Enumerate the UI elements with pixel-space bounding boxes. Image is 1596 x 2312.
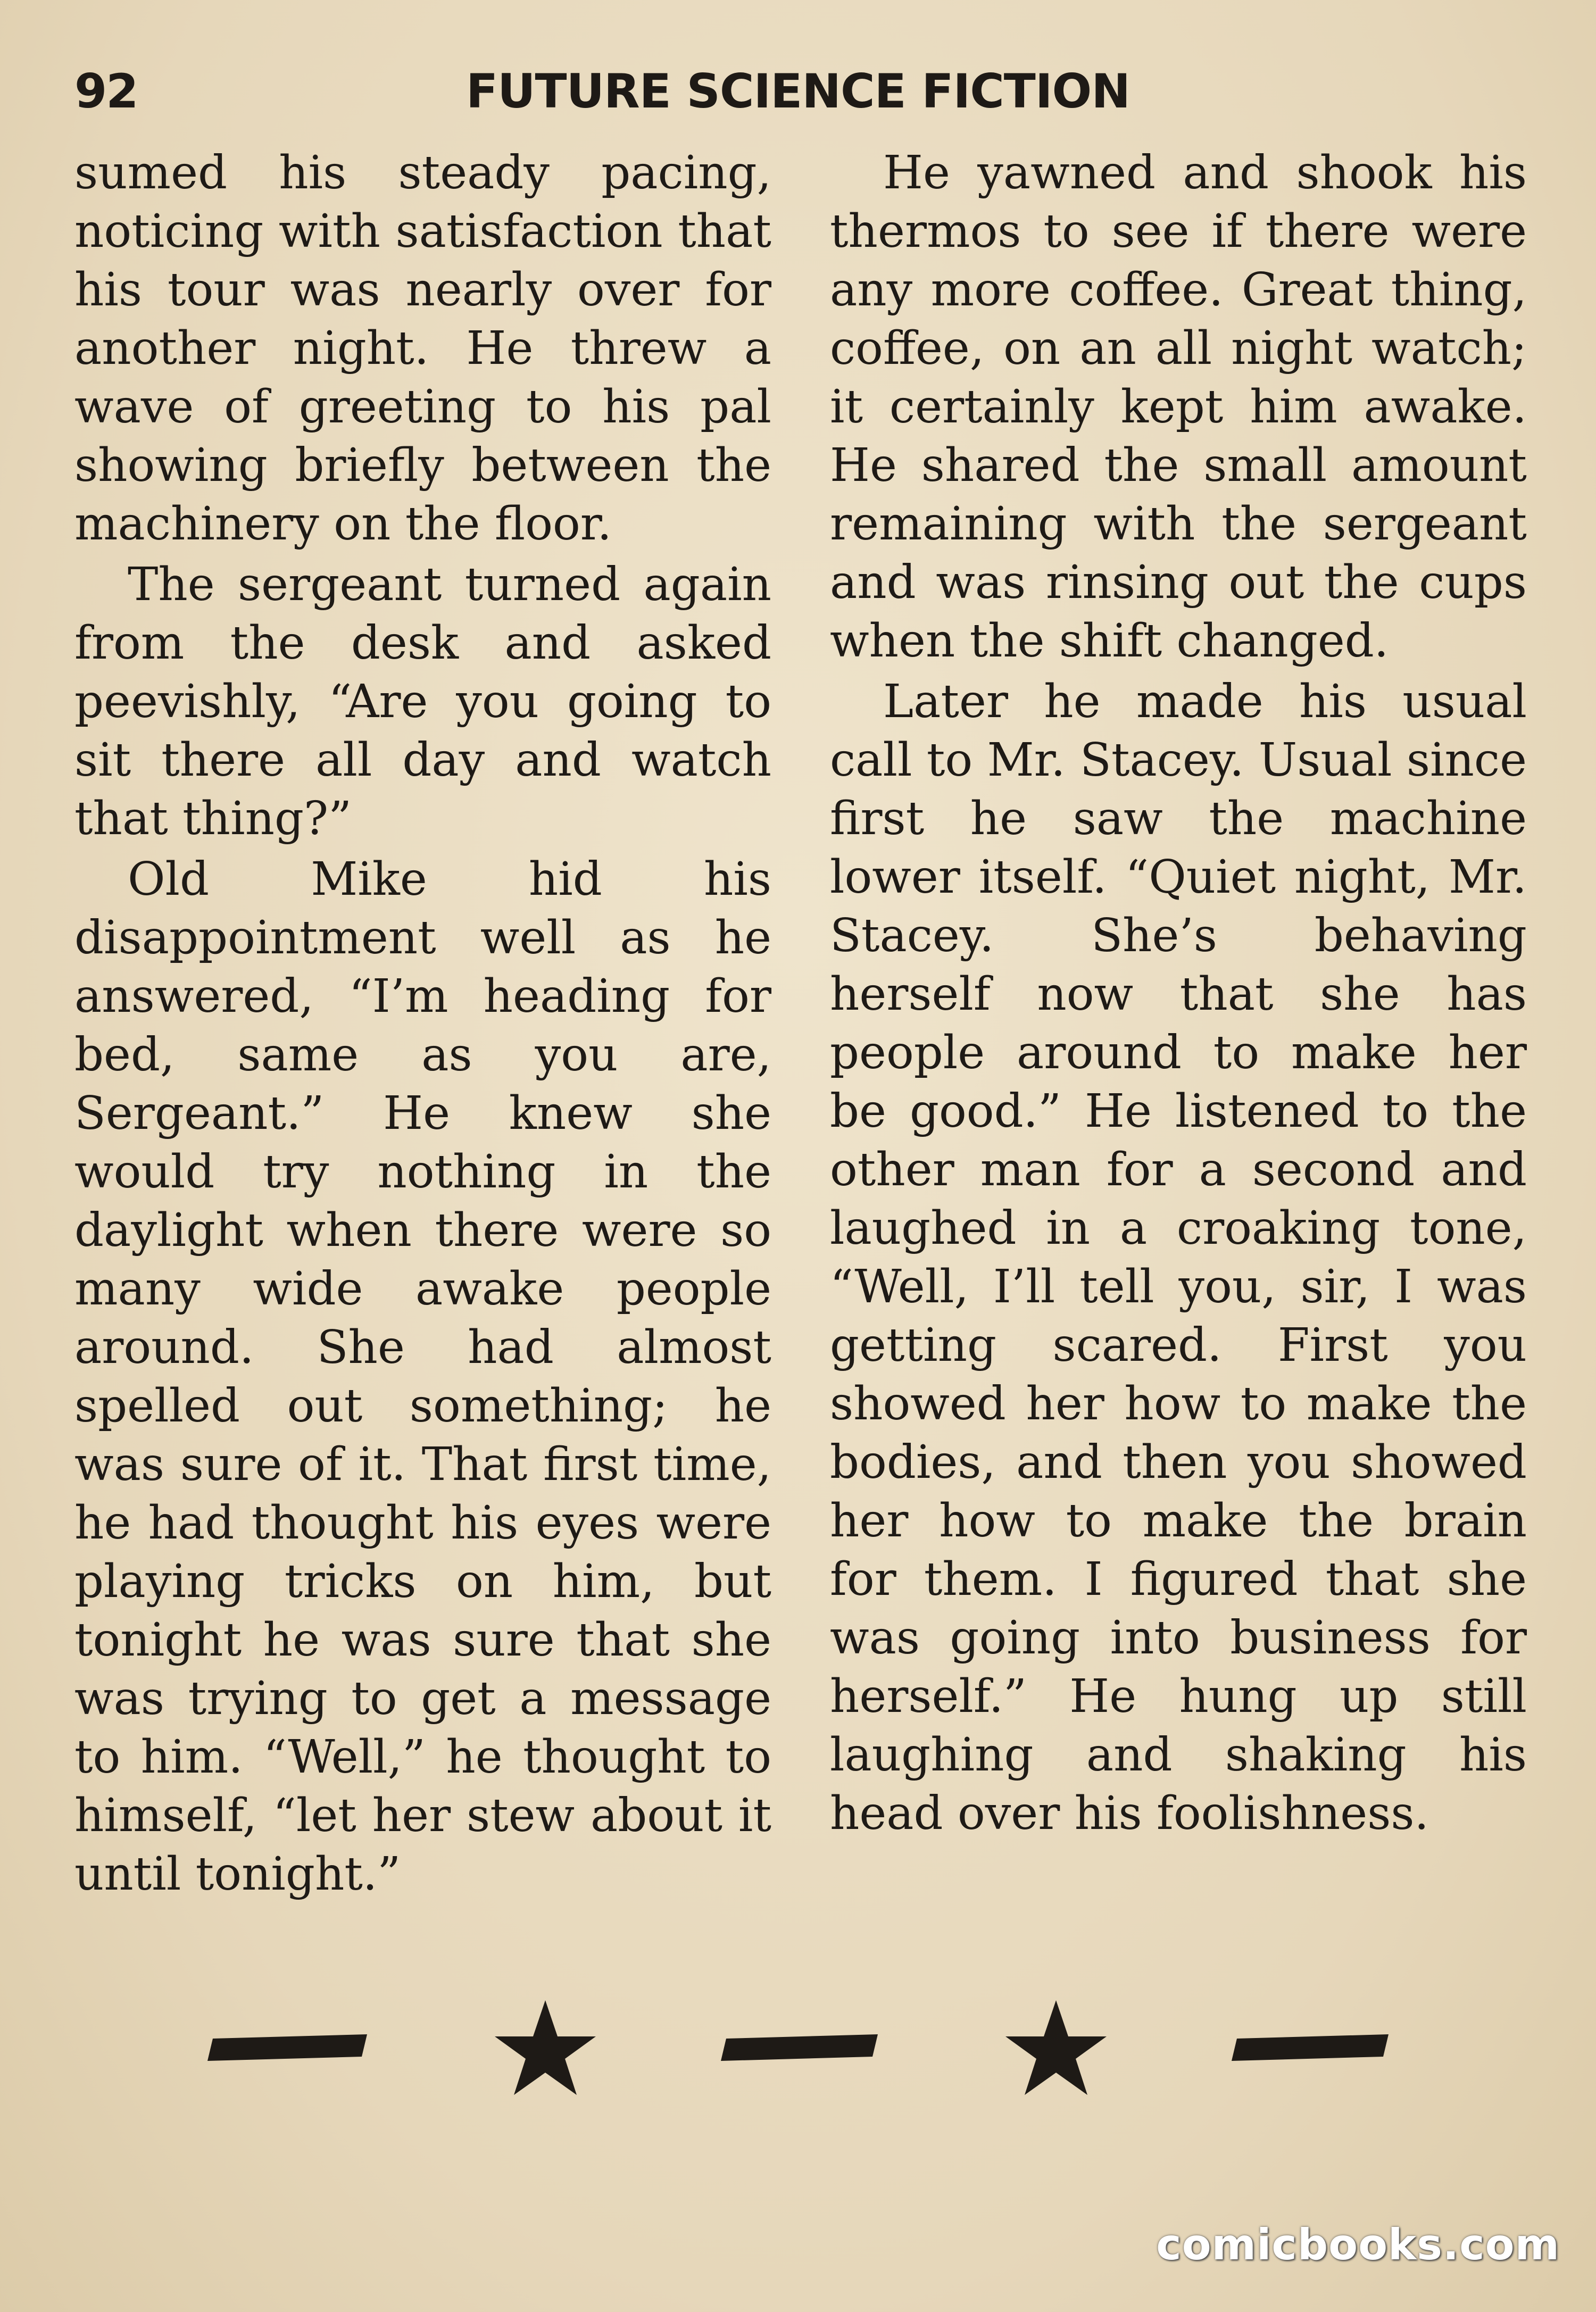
left-paragraph-1: sumed his steady pacing, noticing with satisfaction that his tour was nearly over for another night. He threw a wave of greeting to his pal showing briefly between the machinery on the floor. <box>74 146 771 551</box>
left-paragraph-3: Old Mike hid his disappointment well as he answered, “I’m heading for bed, same as you are, Sergeant.” He knew she would try nothing in the daylight when there were so many wide awake people around. She had almost spelled out something; he was sure of it. That first time, he had thought his eyes were playing tricks on him, but tonight he was sure that she was trying to get a message to him. “Well,” he thought to himself, “let her stew about it until tonight.” <box>74 853 771 1901</box>
page-header <box>74 59 1522 122</box>
star-2-icon <box>1005 2000 1107 2095</box>
page-number: 92 <box>74 64 138 119</box>
left-paragraph-2: The sergeant turned again from the desk and asked peevishly, “Are you going to sit there all day and watch that thing?” <box>74 558 771 845</box>
dash-1 <box>207 2034 367 2061</box>
star-1-icon <box>495 2000 596 2095</box>
dash-2 <box>721 2034 878 2061</box>
right-paragraph-1: He yawned and shook his thermos to see if there were any more coffee. Great thing, coffee, on an all night watch; it certainly kept him awake. He shared the small amount remaining with the sergeant and was rinsing out the cups when the shift changed. <box>830 146 1527 668</box>
right-paragraph-2: Later he made his usual call to Mr. Stacey. Usual since first he saw the machine lower itself. “Quiet night, Mr. Stacey. She’s behaving herself now that she has people around to make her be good.” He listened to the other man for a second and laughed in a croaking tone, “Well, I’ll tell you, sir, I was getting scared. First you showed her how to make the bodies, and then you showed her how to make the brain for them. I figured that she was going into business for herself.” He hung up still laughing and shaking his head over his foolishness. <box>830 675 1527 1840</box>
dash-3 <box>1232 2034 1389 2061</box>
running-head: FUTURE SCIENCE FICTION <box>466 64 1130 119</box>
watermark-logo: comicbooks.com <box>1156 2220 1560 2269</box>
right-column <box>830 144 1527 1843</box>
dash-star-divider-icon <box>202 1990 1394 2107</box>
left-column <box>74 144 771 1903</box>
